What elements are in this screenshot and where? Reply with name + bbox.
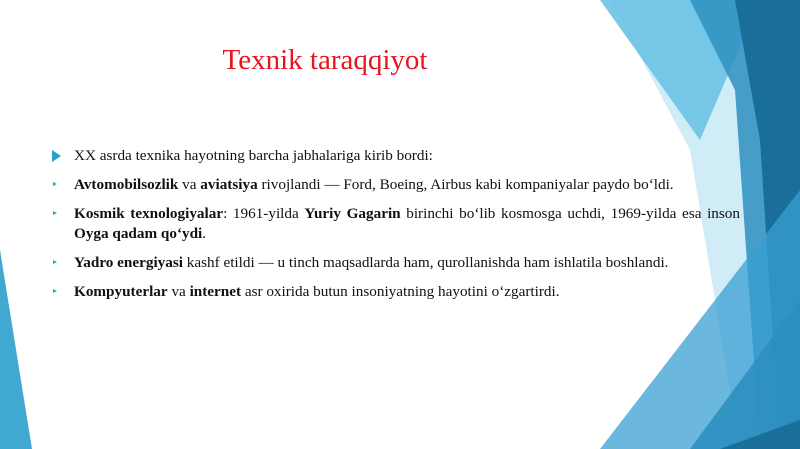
triangle-small-icon [53,289,57,293]
bullet-bold-text: Yuriy Gagarin [304,205,401,222]
bullet-bold-text: Oyga qadam qo‘ydi [74,225,203,242]
bullet-bold-text: Kompyuterlar [74,283,168,300]
bullet-item [52,146,740,166]
bullet-text: asr oxirida butun insoniyatning hayotini o‘zgartirdi. [241,283,560,300]
bullet-text: birinchi bo‘lib kosmosga uchdi, 1969-yilda esa inson [400,205,740,222]
triangle-small-icon [53,260,57,264]
bullet-text: . [202,225,207,242]
bullet-text: va [167,283,190,300]
slide-title: Texnik taraqqiyot [222,44,428,76]
bullet-bold-text: internet [189,283,242,300]
bullet-bold-text: aviatsiya [200,176,258,193]
bullet-bold-text: Avtomobilsozlik [74,176,179,193]
bullet-list [52,146,740,311]
bullet-bold-text: Kosmik texnologiyalar [74,205,224,222]
bullet-text: kashf etildi — u tinch maqsadlarda ham, qurollanishda ham ishlatila boshlandi. [182,254,669,271]
bullet-item [52,175,740,195]
bullet-bold-text: Yadro energiyasi [74,254,183,271]
triangle-small-icon [53,182,57,186]
bullet-text: va [178,176,201,193]
triangle-large-icon [52,150,61,162]
bullet-item [52,282,740,302]
triangle-small-icon [53,211,57,215]
bullet-text: : 1961-yilda [223,205,305,222]
left-decor-shape [0,250,32,449]
bullet-item [52,204,740,244]
bullet-text: rivojlandi — Ford, Boeing, Airbus kabi kompaniyalar paydo bo‘ldi. [257,176,674,193]
bullet-text: XX asrda texnika hayotning barcha jabhalariga kirib bordi: [74,147,433,164]
bullet-item [52,253,740,273]
